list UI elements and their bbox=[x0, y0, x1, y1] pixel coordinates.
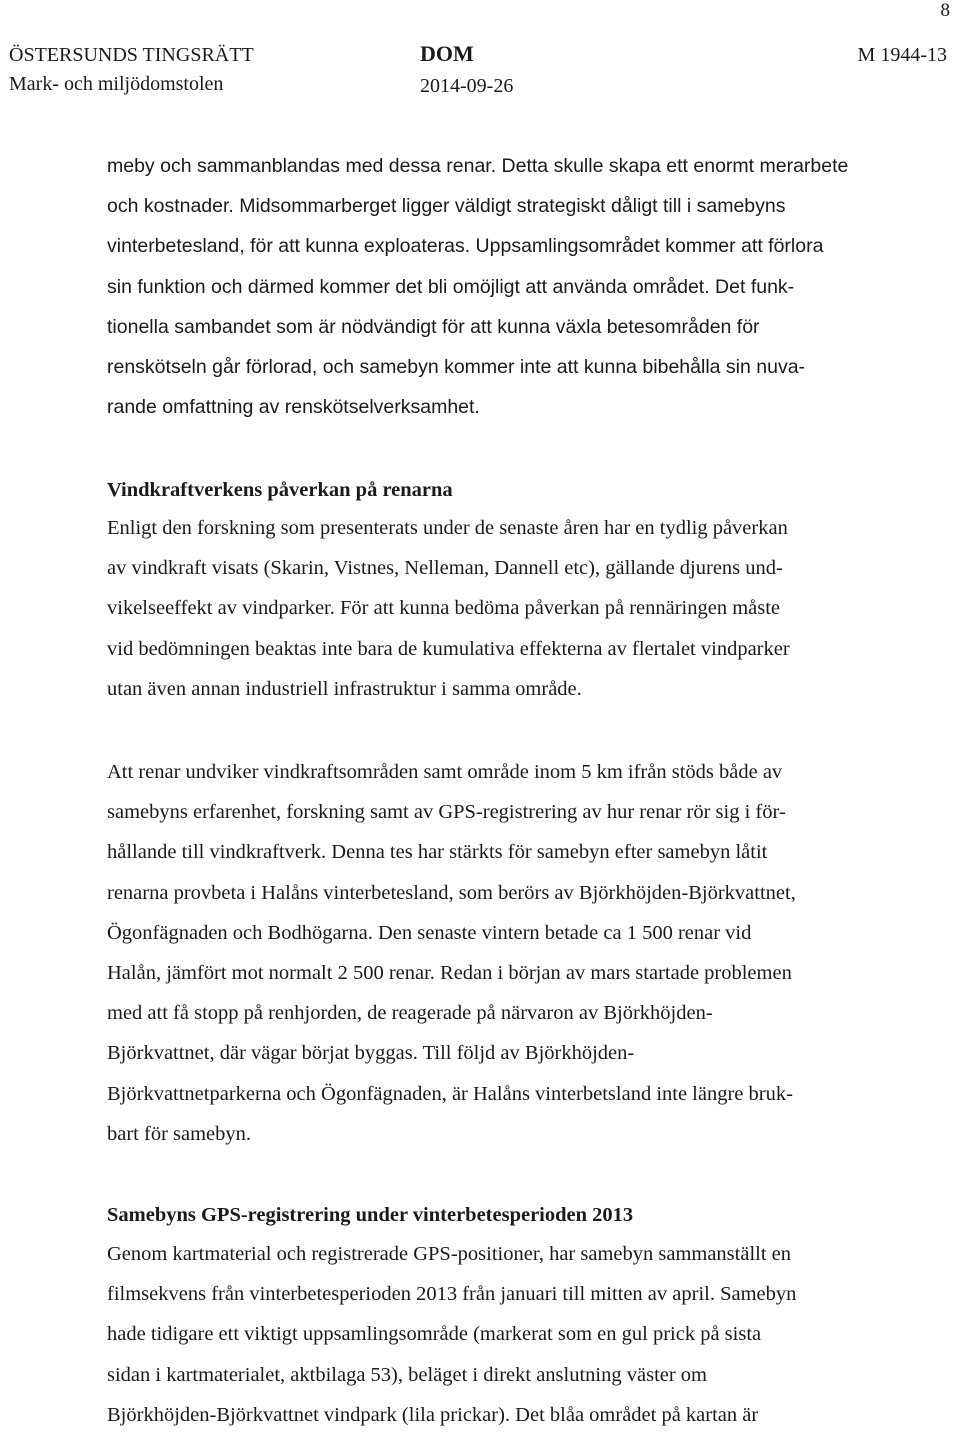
text-line: Björkvattnet, där vägar börjat byggas. Till följd av Björkhöjden- bbox=[107, 1042, 635, 1065]
text-line: vikelseeffekt av vindparker. För att kunna bedöma påverkan på rennäringen måste bbox=[107, 597, 781, 620]
text-line: meby och sammanblandas med dessa renar. Detta skulle skapa ett enormt merarbete bbox=[107, 155, 849, 177]
paragraph-gps bbox=[107, 1234, 897, 1435]
text-line: av vindkraft visats (Skarin, Vistnes, Nelleman, Dannell etc), gällande djurens und- bbox=[107, 557, 783, 580]
paragraph-avoidance bbox=[107, 752, 897, 1154]
text-line: sidan i kartmaterialet, aktbilaga 53), beläget i direkt anslutning väster om bbox=[107, 1363, 708, 1386]
text-line: tionella sambandet som är nödvändigt för att kunna växla betesområden för bbox=[107, 315, 760, 338]
text-line: bart för samebyn. bbox=[107, 1122, 252, 1145]
text-line: Enligt den forskning som presenterats under de senaste åren har en tydlig påverkan bbox=[107, 517, 788, 539]
text-line: vid bedömningen beaktas inte bara de kumulativa effekterna av flertalet vindparker bbox=[107, 637, 790, 660]
text-line: filmsekvens från vinterbetesperioden 2013 från januari till mitten av april. Samebyn bbox=[107, 1283, 797, 1306]
text-line: Halån, jämfört mot normalt 2 500 renar. Redan i början av mars startade problemen bbox=[107, 962, 792, 985]
text-line: hållande till vindkraftverk. Denna tes har stärkts för samebyn efter samebyn låtit bbox=[107, 841, 768, 864]
text-line: vinterbetesland, för att kunna exploateras. Uppsamlingsområdet kommer att förlora bbox=[107, 235, 824, 258]
paragraph-research bbox=[107, 508, 897, 709]
text-line: samebyns erfarenhet, forskning samt av GPS-registrering av hur renar rör sig i för- bbox=[107, 801, 786, 824]
text-line: och kostnader. Midsommarberget ligger väldigt strategiskt dåligt till i samebyns bbox=[107, 195, 786, 218]
paragraph-intro bbox=[107, 146, 897, 427]
text-line: hade tidigare ett viktigt uppsamlingsområde (markerat som en gul prick på sista bbox=[107, 1323, 762, 1346]
court-division: Mark- och miljödomstolen bbox=[9, 73, 224, 95]
text-line: rande omfattning av renskötselverksamhet. bbox=[107, 396, 480, 419]
text-line: renskötseln går förlorad, och samebyn kommer inte att kunna bibehålla sin nuva- bbox=[107, 356, 806, 379]
text-line: Att renar undviker vindkraftsområden samt område inom 5 km ifrån stöds både av bbox=[107, 761, 783, 783]
page-number: 8 bbox=[940, 0, 950, 21]
text-line: Björkvattnetparkerna och Ögonfägnaden, är Halåns vinterbetsland inte längre bruk- bbox=[107, 1082, 793, 1105]
text-line: Ögonfägnaden och Bodhögarna. Den senaste vintern betade ca 1 500 renar vid bbox=[107, 921, 752, 944]
case-number: M 1944-13 bbox=[857, 44, 947, 66]
court-name: ÖSTERSUNDS TINGSRÄTT bbox=[9, 44, 254, 66]
document-type: DOM bbox=[420, 41, 474, 66]
text-line: utan även annan industriell infrastruktur i samma område. bbox=[107, 677, 582, 700]
text-line: med att få stopp på renhjorden, de reagerade på närvaron av Björkhöjden- bbox=[107, 1002, 713, 1025]
text-line: renarna provbeta i Halåns vinterbetesland, som berörs av Björkhöjden-Björkvattnet, bbox=[107, 881, 796, 904]
text-line: Björkhöjden-Björkvattnet vindpark (lila prickar). Det blåa området på kartan är bbox=[107, 1403, 759, 1426]
text-line: sin funktion och därmed kommer det bli omöjligt att använda området. Det funk- bbox=[107, 275, 795, 298]
section-heading: Samebyns GPS-registrering under vinterbetesperioden 2013 bbox=[107, 1204, 634, 1226]
document-date: 2014-09-26 bbox=[420, 75, 514, 97]
text-line: Genom kartmaterial och registrerade GPS-positioner, har samebyn sammanställt en bbox=[107, 1243, 792, 1265]
section-heading: Vindkraftverkens påverkan på renarna bbox=[107, 479, 453, 501]
